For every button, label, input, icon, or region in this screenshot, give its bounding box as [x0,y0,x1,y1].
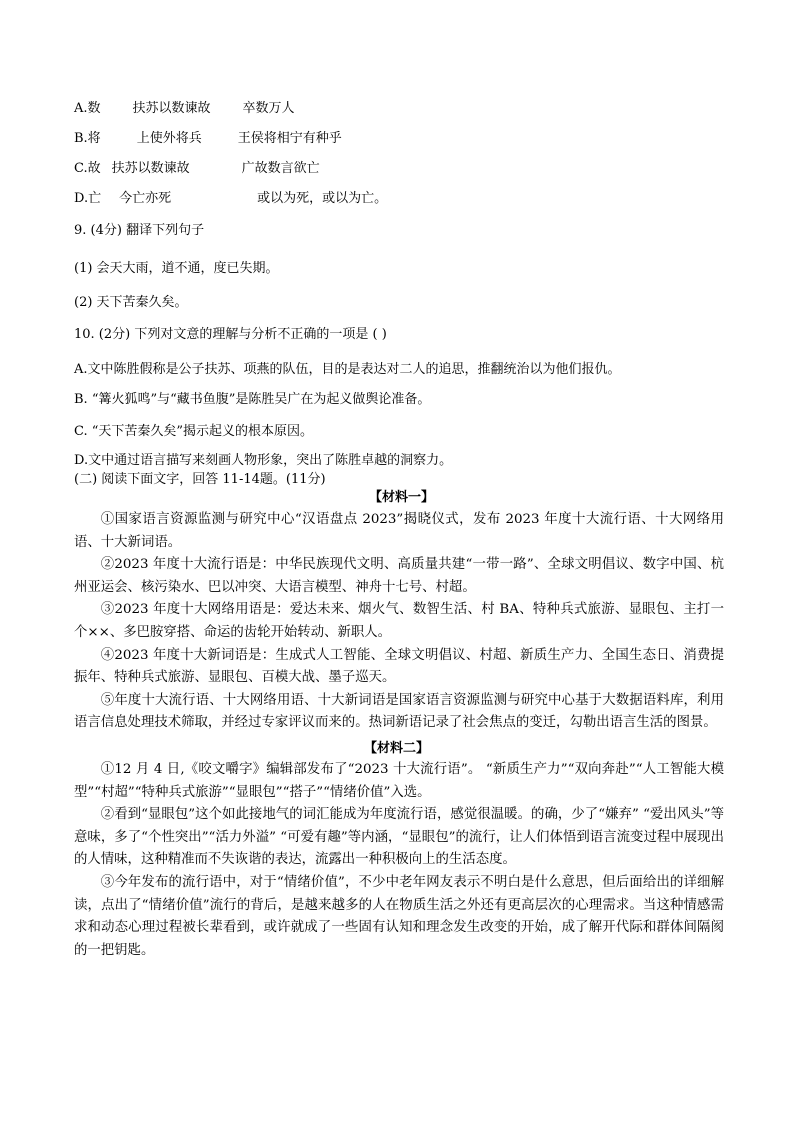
q9-title: 9. (4分) 翻译下列句子 [74,223,205,238]
material2-body [74,759,724,962]
option-c-phrase-2: 广故数言欲亡 [241,161,320,176]
option-d-row [74,191,387,207]
section2-title: (二) 阅读下面文字，回答 11-14题。(11分) [74,472,326,487]
option-d-phrase-2: 或以为死，或以为亡。 [257,191,388,206]
q10-option-d: D.文中通过语言描写来刻画人物形象，突出了陈胜卓越的洞察力。 [74,453,453,468]
material2-para-3: ③今年发布的流行语中，对于“情绪价值”，不少中老年网友表示不明白是什么意思，但后面给出的详细解读，点出了“情绪价值”流行的背后，是越来越多的人在物质生活之外还有更高层次的心理需求。当这种情感需求和动态心理过程被长辈看到，或许就成了一些固有认知和理念发生改变的开始，成了解开代际和群体间隔阂的一把钥匙。 [74,874,724,958]
q9-sentence-1: (1) 会天大雨，道不通，度已失期。 [74,261,279,276]
material2-heading [0,741,793,757]
material1-para-1: ①国家语言资源监测与研究中心“汉语盘点 2023”揭晓仪式，发布 2023 年度十大流行语、十大网络用语、十大新词语。 [74,512,724,550]
q10-option-a: A.文中陈胜假称是公子扶苏、项燕的队伍，目的是表达对二人的追思，推翻统治以为他们报仇。 [74,362,621,377]
option-d-phrase-1: 今亡亦死 [119,191,172,206]
q10-title: 10. (2分) 下列对文意的理解与分析不正确的一项是 ( ) [74,327,387,342]
material1-para-2: ②2023 年度十大流行语是：中华民族现代文明、高质量共建“一带一路”、全球文明倡议、数字中国、杭州亚运会、核污染水、巴以冲突、大语言模型、神舟十七号、村超。 [74,557,724,595]
option-a-label: A.数 [74,101,101,116]
option-c-label: C.故 [74,161,101,176]
option-b-phrase-2: 王侯将相宁有种乎 [237,131,342,146]
material1-heading-text: 【材料一】 [368,490,434,505]
material2-heading-text: 【材料二】 [363,741,429,756]
option-b-phrase-1: 上使外将兵 [136,131,202,146]
material1-para-3: ③2023 年度十大网络用语是：爱达未来、烟火气、数智生活、村 BA、特种兵式旅游、显眼包、主打一个××、多巴胺穿搭、命运的齿轮开始转动、新职人。 [74,602,724,640]
option-b-row [74,131,342,147]
q10-option-b: B. “篝火狐鸣”与“藏书鱼腹”是陈胜吴广在为起义做舆论准备。 [74,392,431,407]
option-a-row [74,101,295,117]
material1-para-5: ⑤年度十大流行语、十大网络用语、十大新词语是国家语言资源监测与研究中心基于大数据语料库，利用语言信息处理技术筛取，并经过专家评议而来的。热词新语记录了社会焦点的变迁，勾勒出语言生活的图景。 [74,692,724,731]
option-d-label: D.亡 [74,191,102,206]
q9-sentence-2: (2) 天下苦秦久矣。 [74,295,188,310]
material2-para-1: ①12 月 4 日,《咬文嚼字》编辑部发布了“2023 十大流行语”。 “新质生产力”“双向奔赴”“人工智能大模型”“村超”“特种兵式旅游”“显眼包”“搭子”“情绪价值”入选。 [74,762,724,800]
option-a-phrase-1: 扶苏以数谏故 [132,101,211,116]
option-c-phrase-1: 扶苏以数谏故 [111,161,190,176]
material1-para-4: ④2023 年度十大新词语是：生成式人工智能、全球文明倡议、村超、新质生产力、全国生态日、消费提振年、特种兵式旅游、显眼包、百模大战、墨子巡天。 [74,647,724,686]
option-a-phrase-2: 卒数万人 [242,101,295,116]
option-b-label: B.将 [74,131,101,146]
material2-para-2: ②看到“显眼包”这个如此接地气的词汇能成为年度流行语，感觉很温暖。的确，少了“嫌弃” “爱出风头”等意味，多了“个性突出”“活力外溢” “可爱有趣”等内涵，“显眼包”的流行，让人们体悟到语言流变过程中展现出的人情味，这种精准而不失诙谐的表达，流露出一种积极向上的生活态度。 [74,807,724,868]
q10-option-c: C. “天下苦秦久矣”揭示起义的根本原因。 [74,424,314,439]
material1-body [74,509,724,735]
option-c-row [74,161,320,177]
material1-heading [0,490,793,506]
